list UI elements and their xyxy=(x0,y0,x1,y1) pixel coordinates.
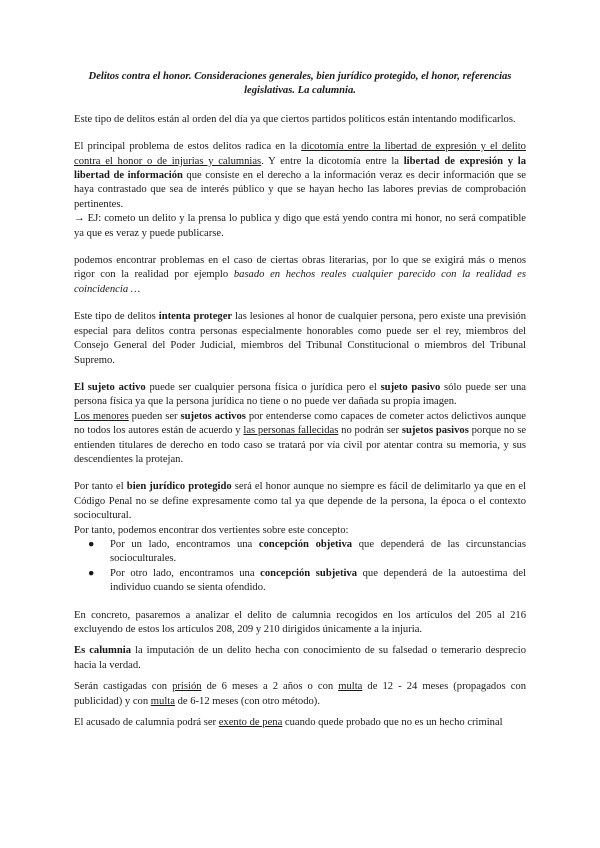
text: de 6-12 meses (con otro método). xyxy=(174,695,320,707)
text: que consiste en el derecho a la información veraz es decir información que se haya contrastado que sea de interés público y que se hayan hecho las labores previas de comprobación pertinentes. xyxy=(74,170,526,210)
text: por entenderse como capaces de cometer actos delictivos aunque no todos los autores están de acuerdo y xyxy=(74,410,527,437)
text: las lesiones al honor de cualquier persona, pero existe una previsión especial para delitos contra personas especialmente honorables como puede ser el rey, miembros del Consejo General del Poder Judicial, miembros del Tribunal Constitucional o miembros del Tribunal Supremo. xyxy=(74,311,527,366)
text: será el honor aunque no siempre es fácil de delimitarlo ya que en el Código Penal no se define expresamente como tal ya que depende de la persona, la época o el contexto sociocultural. xyxy=(74,481,526,522)
list-item xyxy=(74,538,526,567)
text: Serán castigadas con xyxy=(74,681,173,693)
underlined-text: Los menores xyxy=(74,410,129,422)
bold-text: Es calumnia xyxy=(74,645,131,657)
paragraph-penalties xyxy=(74,680,526,709)
text: que dependerá de la autoestima del individuo cuando se sienta ofendido. xyxy=(110,567,526,594)
document-title: Delitos contra el honor. Consideraciones generales, bien jurídico protegido, el honor, referencias legislativas. La calumnia. xyxy=(88,71,512,97)
paragraph-legal-good xyxy=(74,480,526,523)
text: podemos encontrar problemas en el caso de ciertas obras literarias, por lo que se exigirá más o menos rigor con la realidad por ejemplo xyxy=(74,255,526,281)
text: Por un lado, encontramos una xyxy=(110,538,259,550)
text: que dependerá de las circunstancias socioculturales. xyxy=(110,538,526,565)
bold-text: libertad de expresión y la libertad de información xyxy=(74,155,526,182)
bold-text: sujeto pasivo xyxy=(380,381,441,393)
text: El principal problema de estos delitos radica en la xyxy=(74,141,302,153)
bold-text: concepción subjetiva xyxy=(260,567,358,579)
paragraph-definition xyxy=(74,644,526,673)
underlined-text: multa xyxy=(150,695,175,707)
text: de 6 meses a 2 años o con xyxy=(201,681,339,693)
text: pueden ser xyxy=(128,410,181,422)
bold-text: sujetos pasivos xyxy=(401,425,469,437)
underlined-text: dicotomía entre la libertad de expresión y el delito contra el honor o de injurias y calumnias xyxy=(74,141,526,167)
paragraph-exemption xyxy=(74,716,526,730)
text: no podrán ser xyxy=(338,425,402,437)
underlined-text: multa xyxy=(338,681,363,693)
paragraph-intro xyxy=(74,113,526,127)
paragraph-protection xyxy=(74,310,526,368)
document-page xyxy=(74,70,526,730)
underlined-text: prisión xyxy=(172,681,202,693)
list-item xyxy=(74,567,526,596)
text: Este tipo de delitos xyxy=(74,311,159,323)
bullet-icon: ● xyxy=(88,538,95,550)
bold-text: bien jurídico protegido xyxy=(126,481,232,493)
text: Por tanto el xyxy=(74,481,127,493)
bold-text: concepción objetiva xyxy=(258,538,353,550)
example-text: → EJ: cometo un delito y la prensa lo publica y digo que está yendo contra mi honor, no será compatible ya que es veraz y puede publicarse. xyxy=(74,213,526,239)
text: de 12 - 24 meses (propagados con publicidad) y con xyxy=(74,681,526,707)
bold-text: El sujeto activo xyxy=(74,381,146,393)
text: . Y entre la dicotomía entre la xyxy=(261,155,404,167)
paragraph-example xyxy=(74,212,526,241)
bold-text: intenta proteger xyxy=(158,311,233,323)
paragraph-two-aspects xyxy=(74,524,526,538)
paragraph-literary xyxy=(74,254,526,297)
text: El acusado de calumnia podrá ser xyxy=(74,717,219,729)
text: la imputación de un delito hecha con conocimiento de su falsedad o temerario desprecio hacia la verdad. xyxy=(74,645,526,671)
bold-text: sujetos activos xyxy=(180,410,246,422)
text: porque no se entienden titulares de derecho en todo caso se tratará por vía civil por atentar contra su memoria, y sus descendientes la protejan. xyxy=(74,425,527,465)
bullet-list xyxy=(74,538,526,596)
text: Por tanto, podemos encontrar dos vertientes sobre este concepto: xyxy=(74,524,349,536)
paragraph-subjects xyxy=(74,381,526,410)
italic-text: basado en hechos reales cualquier parecido con la realidad es coincidencia … xyxy=(74,269,526,295)
intro-text: Este tipo de delitos están al orden del día ya que ciertos partidos políticos están intentando modificarlos. xyxy=(74,113,516,125)
text: En concreto, pasaremos a analizar el delito de calumnia recogidos en los artículos del 205 al 216 excluyendo de estos los artículos 208, 209 y 210 dirigidos únicamente a la injuria. xyxy=(74,609,526,635)
text: puede ser cualquier persona física o jurídica pero el xyxy=(145,381,381,393)
paragraph-minors xyxy=(74,410,526,468)
underlined-text: las personas fallecidas xyxy=(243,425,339,437)
paragraph-dichotomy xyxy=(74,140,526,212)
text: Por otro lado, encontramos una xyxy=(110,567,261,579)
underlined-text: exento de pena xyxy=(218,717,283,729)
paragraph-articles xyxy=(74,609,526,638)
bullet-icon: ● xyxy=(88,567,95,579)
text: cuando quede probado que no es un hecho criminal xyxy=(282,717,503,729)
text: sólo puede ser una persona física ya que la persona jurídica no tiene o no puede ver dañada su propia imagen. xyxy=(74,381,526,408)
